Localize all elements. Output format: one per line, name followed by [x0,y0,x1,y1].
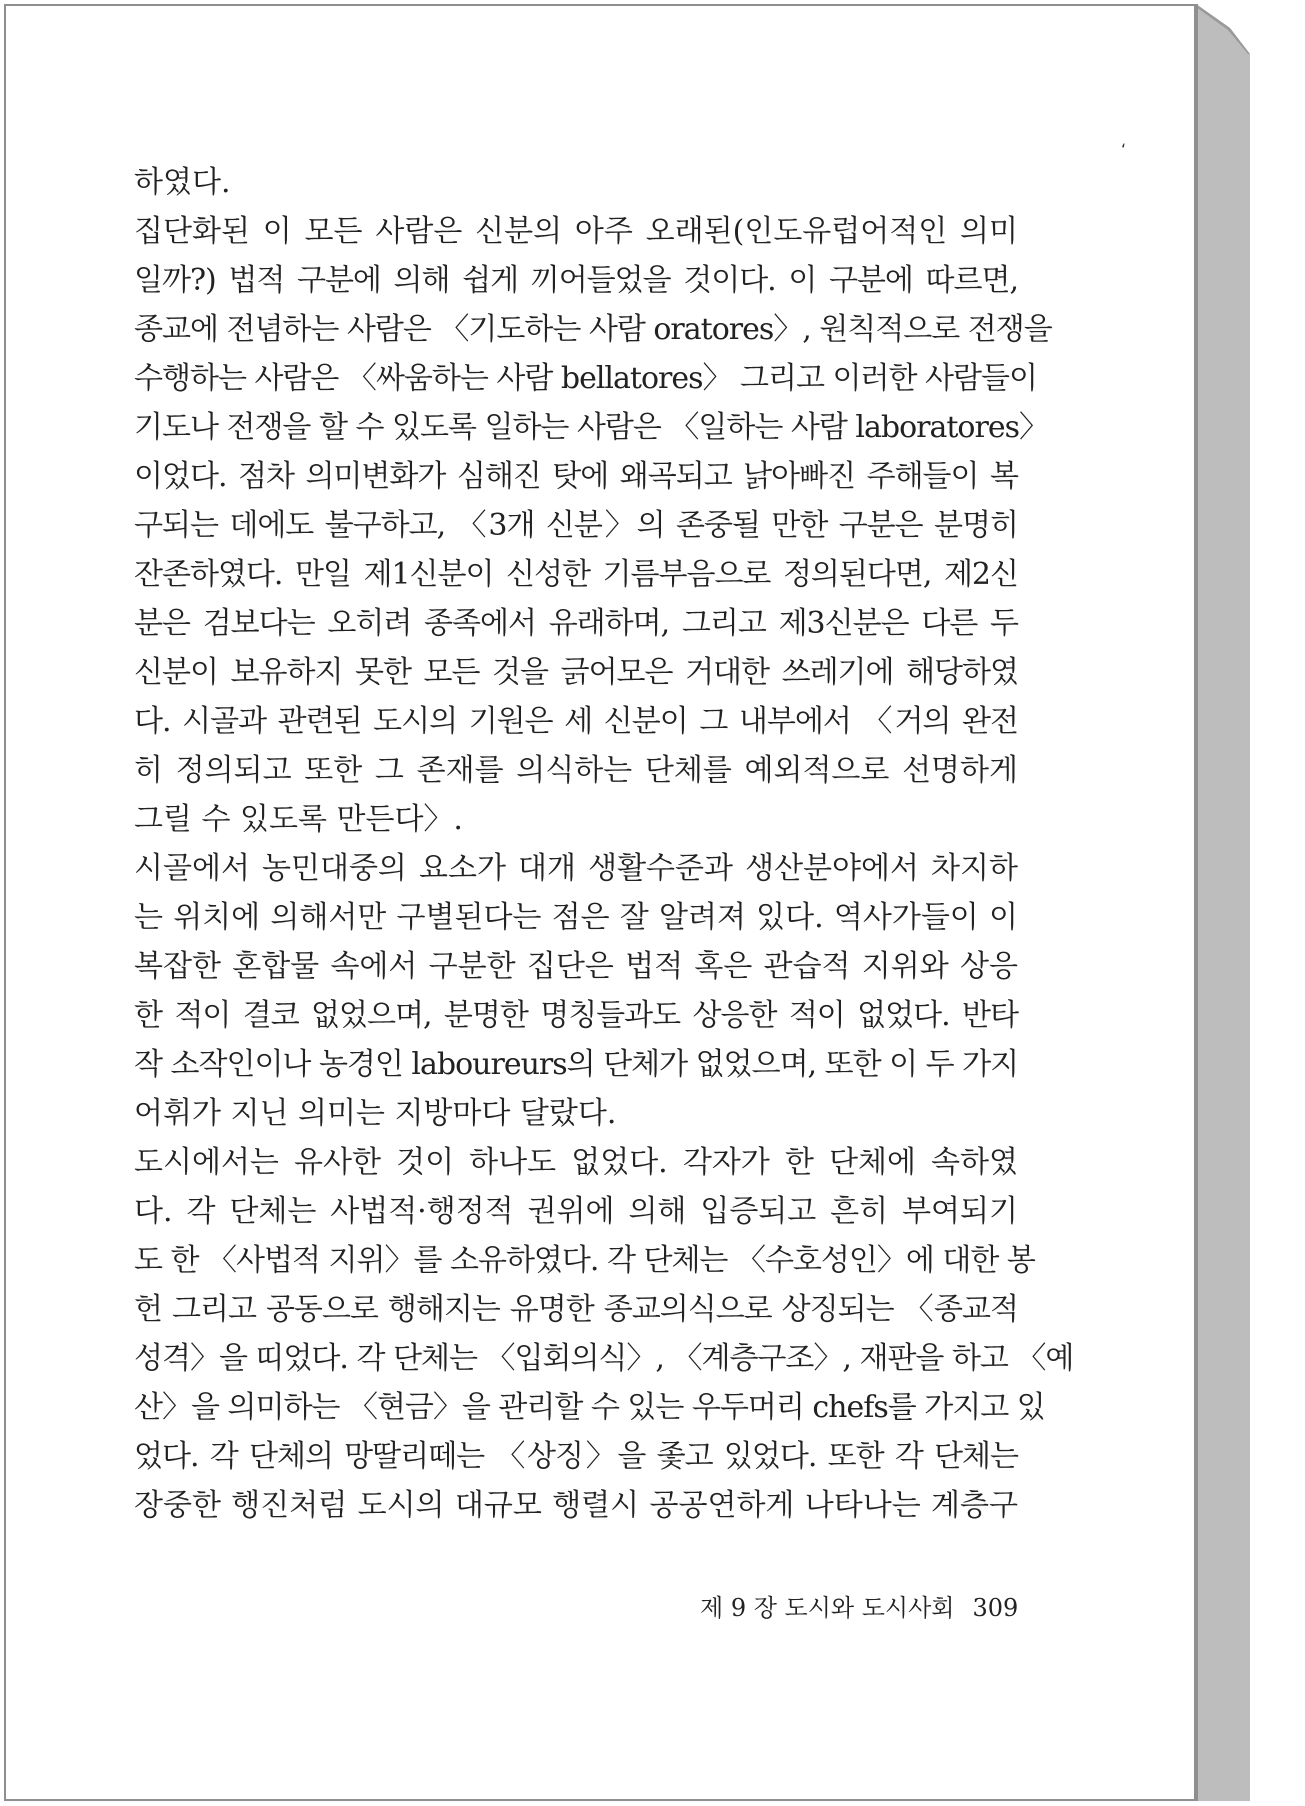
text-line: 잔존하였다. 만일 제1신분이 신성한 기름부음으로 정의된다면, 제2신 [134,557,1018,592]
body-text [134,158,1074,1530]
text-line: 도시에서는 유사한 것이 하나도 없었다. 각자가 한 단체에 속하였 [134,1145,1018,1180]
text-line: 일까?) 법적 구분에 의해 쉽게 끼어들었을 것이다. 이 구분에 따르면, [134,263,1018,298]
text-line: 헌 그리고 공동으로 행해지는 유명한 종교의식으로 상징되는 〈종교적 [134,1292,1018,1327]
text-line: 하였다. [134,165,231,200]
text-line: 다. 각 단체는 사법적·행정적 권위에 의해 입증되고 흔히 부여되기 [134,1194,1018,1229]
text-line: 었다. 각 단체의 망딸리떼는 〈상징〉을 좇고 있었다. 또한 각 단체는 [134,1439,1018,1474]
text-line: 도 한 〈사법적 지위〉를 소유하였다. 각 단체는 〈수호성인〉에 대한 봉 [134,1243,1035,1278]
text-line: 기도나 전쟁을 할 수 있도록 일하는 사람은 〈일하는 사람 laboratores〉 [134,410,1048,445]
margin-mark: ‘ [1121,140,1127,159]
text-line: 작 소작인이나 농경인 laboureurs의 단체가 없었으며, 또한 이 두 가지 [134,1047,1019,1082]
text-line: 는 위치에 의해서만 구별된다는 점은 잘 알려져 있다. 역사가들이 이 [134,900,1018,935]
chapter-title: 제 9 장 도시와 도시사회 [700,1594,955,1622]
text-line: 그릴 수 있도록 만든다〉. [134,802,463,837]
text-line: 다. 시골과 관련된 도시의 기원은 세 신분이 그 내부에서 〈거의 완전 [134,704,1018,739]
page-number: 309 [972,1594,1019,1622]
text-line: 한 적이 결코 없었으며, 분명한 명칭들과도 상응한 적이 없었다. 반타 [134,998,1018,1033]
text-line: 복잡한 혼합물 속에서 구분한 집단은 법적 혹은 관습적 지위와 상응 [134,949,1018,984]
text-line: 종교에 전념하는 사람은 〈기도하는 사람 oratores〉, 원칙적으로 전쟁을 [134,312,1052,347]
text-line: 히 정의되고 또한 그 존재를 의식하는 단체를 예외적으로 선명하게 [134,753,1018,788]
text-line: 어휘가 지닌 의미는 지방마다 달랐다. [134,1096,617,1131]
text-line: 분은 검보다는 오히려 종족에서 유래하며, 그리고 제3신분은 다른 두 [134,606,1018,641]
text-line: 이었다. 점차 의미변화가 심해진 탓에 왜곡되고 낡아빠진 주해들이 복 [134,459,1018,494]
text-line: 장중한 행진처럼 도시의 대규모 행렬시 공공연하게 나타나는 계층구 [134,1488,1018,1523]
text-line: 시골에서 농민대중의 요소가 대개 생활수준과 생산분야에서 차지하 [134,851,1018,886]
text-line: 산〉을 의미하는 〈현금〉을 관리할 수 있는 우두머리 chefs를 가지고 있 [134,1390,1045,1425]
text-line: 수행하는 사람은 〈싸움하는 사람 bellatores〉 그리고 이러한 사람들이 [134,361,1037,396]
text-line: 신분이 보유하지 못한 모든 것을 긁어모은 거대한 쓰레기에 해당하였 [134,655,1018,690]
page-edge-shadow [1196,4,1250,1801]
text-line: 집단화된 이 모든 사람은 신분의 아주 오래된(인도유럽어적인 의미 [134,214,1018,249]
page-footer [700,1588,1018,1623]
text-line: 성격〉을 띠었다. 각 단체는 〈입회의식〉, 〈계층구조〉, 재판을 하고 〈예 [134,1341,1074,1376]
text-line: 구되는 데에도 불구하고, 〈3개 신분〉의 존중될 만한 구분은 분명히 [134,508,1018,543]
